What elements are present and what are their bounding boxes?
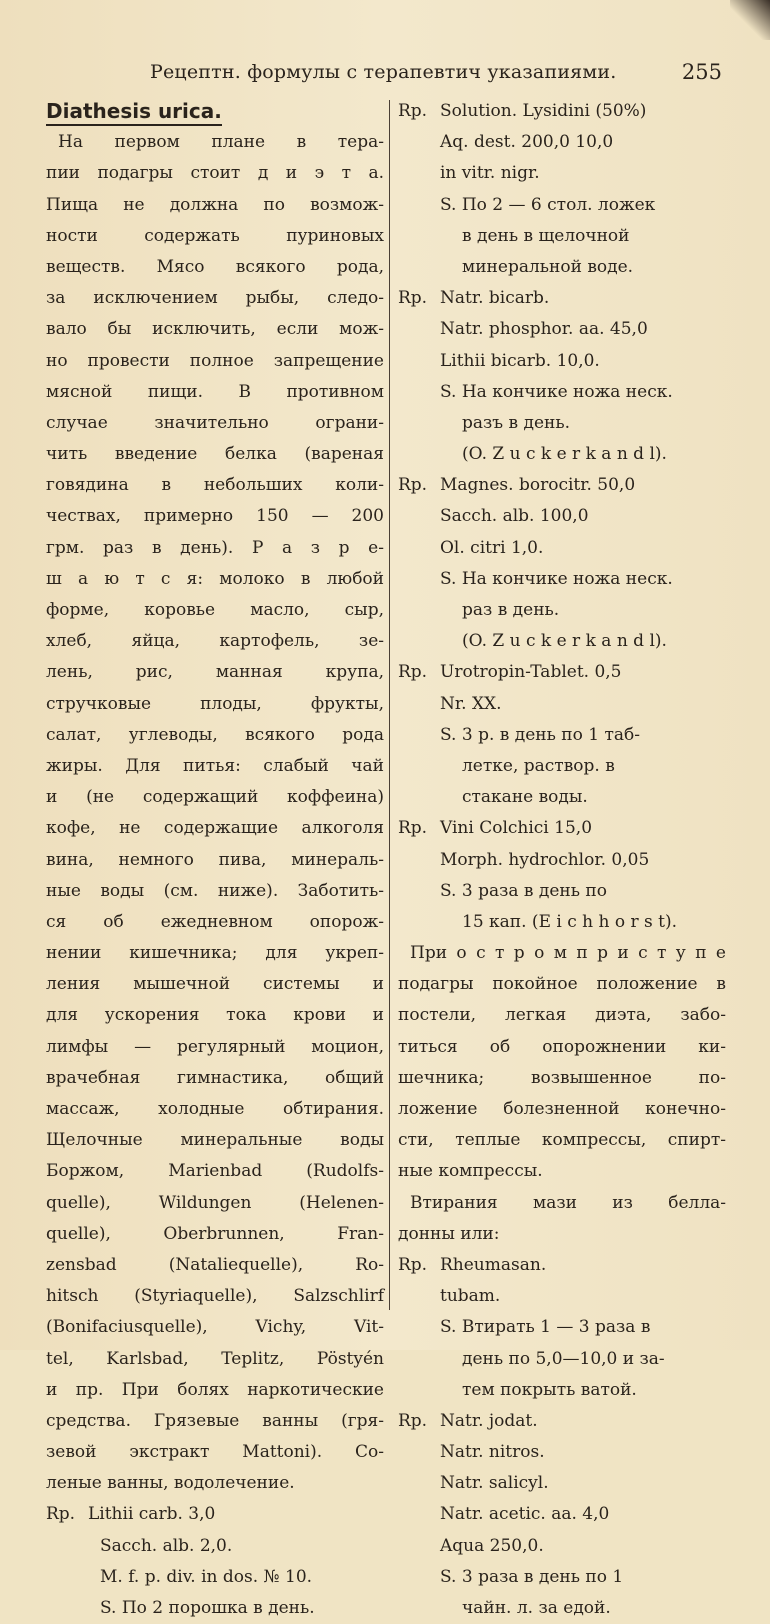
text-line: случае значительно ограни- xyxy=(46,412,384,433)
recipe-text: чайн. л. за едой. xyxy=(462,1598,611,1618)
recipe-line xyxy=(46,1531,384,1562)
recipe-line xyxy=(398,1344,726,1375)
text-line: лень, рис, манная крупа, xyxy=(46,662,384,683)
text-line: для ускорения тока крови и xyxy=(46,1005,384,1026)
text-line: лимфы — регулярный моцион, xyxy=(46,1036,384,1057)
section-heading-text: Diathesis urica. xyxy=(46,99,222,126)
recipe-text: Morph. hydrochlor. 0,05 xyxy=(440,849,650,870)
text-line: ности содержать пуриновых xyxy=(46,225,384,246)
recipe-line xyxy=(398,1593,726,1624)
text-line: tel, Karlsbad, Teplitz, Pöstyén xyxy=(46,1348,384,1369)
recipe-text: разъ в день. xyxy=(462,412,571,433)
recipe-line xyxy=(398,283,726,314)
recipe-line xyxy=(398,96,726,127)
recipe-line xyxy=(398,346,726,377)
recipe-text: S. 3 р. в день по 1 таб- xyxy=(440,724,640,745)
recipe-tag xyxy=(398,314,440,345)
recipe-tag xyxy=(398,190,440,221)
text-line: веществ. Мясо всякого рода, xyxy=(46,256,384,277)
recipe-tag xyxy=(398,1344,440,1375)
text-line: говядина в небольших коли- xyxy=(46,475,384,496)
recipe-tag xyxy=(398,1593,440,1624)
recipe-line xyxy=(398,1312,726,1343)
recipe-text: Sacch. alb. 2,0. xyxy=(100,1535,233,1556)
recipe-text: минеральной воде. xyxy=(462,256,634,277)
recipe-line xyxy=(398,813,726,844)
text-line: (Bonifaciusquelle), Vichy, Vit- xyxy=(46,1317,384,1338)
recipe-tag xyxy=(398,689,440,720)
recipe-line xyxy=(46,1562,384,1593)
recipe-text: Magnes. borocitr. 50,0 xyxy=(440,475,636,496)
recipe-tag xyxy=(46,1593,88,1624)
recipe-text: летке, раствор. в xyxy=(462,755,615,776)
text-line: Пища не должна по возмож- xyxy=(46,194,384,215)
recipe-line xyxy=(398,377,726,408)
text-line: ложение болезненной конечно- xyxy=(398,1099,726,1119)
recipe-tag: Rp. xyxy=(398,288,428,309)
recipe-tag: Rp. xyxy=(46,1504,76,1525)
recipe-tag xyxy=(398,626,440,657)
recipe-line xyxy=(398,1499,726,1530)
recipe-text: день по 5,0—10,0 и за- xyxy=(462,1348,665,1369)
recipe-text: 15 кап. (E i c h h o r s t). xyxy=(462,911,678,932)
recipe-text: тем покрыть ватой. xyxy=(462,1379,637,1400)
recipe-tag: Rp. xyxy=(398,818,428,839)
recipe-text: Lithii carb. 3,0 xyxy=(88,1504,216,1525)
text-line: за исключением рыбы, следо- xyxy=(46,288,384,309)
right-column xyxy=(398,96,726,1624)
recipe-line xyxy=(398,595,726,626)
text-line: шечника; возвышенное по- xyxy=(398,1067,726,1088)
text-line: Щелочные минеральные воды xyxy=(46,1130,384,1151)
recipe-line xyxy=(398,408,726,439)
recipe-line xyxy=(398,720,726,751)
text-line: средства. Грязевые ванны (гря- xyxy=(46,1410,384,1431)
recipe-tag xyxy=(398,907,440,938)
recipe-text: in vitr. nigr. xyxy=(440,163,540,184)
recipe-text: Sacch. alb. 100,0 xyxy=(440,506,589,527)
recipe-tag: Rp. xyxy=(398,1410,428,1431)
text-line: форме, коровье масло, сыр, xyxy=(46,600,384,620)
recipe-line xyxy=(398,626,726,657)
recipe-text: Natr. acetic. aa. 4,0 xyxy=(440,1504,610,1525)
text-line: врачебная гимнастика, общий xyxy=(46,1067,384,1088)
recipe-text: Ol. citri 1,0. xyxy=(440,537,544,558)
text-line: ные компрессы. xyxy=(398,1161,543,1182)
recipe-text: Natr. bicarb. xyxy=(440,288,550,309)
recipe-tag xyxy=(398,377,440,408)
recipe-tag xyxy=(398,252,440,283)
text-line: ления мышечной системы и xyxy=(46,974,384,995)
recipe-tag xyxy=(398,1468,440,1499)
text-line: массаж, холодные обтирания. xyxy=(46,1099,384,1119)
recipe-line xyxy=(398,1468,726,1499)
recipe-text: Solution. Lysidini (50%) xyxy=(440,101,647,121)
recipe-line xyxy=(398,252,726,283)
recipe-text: (O. Z u c k e r k a n d l). xyxy=(462,631,667,652)
recipe-text: Urotropin-Tablet. 0,5 xyxy=(440,662,622,683)
recipe-tag xyxy=(398,1531,440,1562)
recipe-line xyxy=(398,751,726,782)
recipe-text: Natr. phosphor. aa. 45,0 xyxy=(440,319,648,340)
recipe-tag xyxy=(398,564,440,595)
recipe-tag xyxy=(398,720,440,751)
recipe-line xyxy=(398,533,726,564)
recipe-tag xyxy=(398,876,440,907)
recipe-line xyxy=(46,1593,384,1624)
text-line: ш а ю т с я: молоко в любой xyxy=(46,568,384,589)
text-line: чествах, примерно 150 — 200 xyxy=(46,506,384,527)
recipe-text: Natr. jodat. xyxy=(440,1410,538,1431)
column-divider xyxy=(389,100,390,1310)
recipe-text: Aqua 250,0. xyxy=(440,1535,544,1556)
text-line: леные ванны, водолечение. xyxy=(46,1473,295,1494)
recipe-tag xyxy=(398,1281,440,1312)
recipe-tag xyxy=(398,408,440,439)
recipe-tag xyxy=(46,1531,88,1562)
recipe-tag xyxy=(398,1312,440,1343)
text-line: донны или: xyxy=(398,1223,500,1244)
text-line: вало бы исключить, если мож- xyxy=(46,319,384,340)
text-line: стручковые плоды, фрукты, xyxy=(46,693,384,714)
recipe-tag xyxy=(398,533,440,564)
recipe-line xyxy=(398,314,726,345)
recipe-tag xyxy=(398,1375,440,1406)
text-line: zensbad (Nataliequelle), Ro- xyxy=(46,1254,384,1275)
text-line: титься об опорожнении ки- xyxy=(398,1036,726,1057)
page-corner-shadow xyxy=(730,0,770,40)
text-line: Боржом, Marienbad (Rudolfs- xyxy=(46,1161,384,1182)
running-header xyxy=(150,56,730,88)
recipe-text: в день в щелочной xyxy=(462,225,630,246)
recipe-text: S. По 2 — 6 стол. ложек xyxy=(440,194,656,215)
text-line: постели, легкая диэта, забо- xyxy=(398,1005,726,1026)
text-line: Втирания мази из белла- xyxy=(410,1192,726,1213)
recipe-line xyxy=(398,1531,726,1562)
recipe-tag xyxy=(46,1562,88,1593)
recipe-text: tubam. xyxy=(440,1286,501,1307)
recipe-tag: Rp. xyxy=(398,475,428,496)
recipe-text: Natr. nitros. xyxy=(440,1442,545,1463)
recipe-line xyxy=(398,1281,726,1312)
text-line: и пр. При болях наркотические xyxy=(46,1379,384,1400)
text-line: чить введение белка (вареная xyxy=(46,444,384,465)
recipe-line xyxy=(398,845,726,876)
recipe-text: S. 3 раза в день по 1 xyxy=(440,1566,624,1587)
text-line: пии подагры стоит д и э т а. xyxy=(46,163,384,184)
recipe-text: Vini Colchici 15,0 xyxy=(440,818,593,839)
recipe-text: S. На кончике ножа неск. xyxy=(440,381,673,402)
recipe-tag xyxy=(398,439,440,470)
text-line: салат, углеводы, всякого рода xyxy=(46,724,384,745)
recipe-tag xyxy=(398,1499,440,1530)
recipe-line xyxy=(398,564,726,595)
recipe-tag xyxy=(398,595,440,626)
text-line: нении кишечника; для укреп- xyxy=(46,943,384,964)
text-line: но провести полное запрещение xyxy=(46,350,384,371)
recipe-tag: Rp. xyxy=(398,1254,428,1275)
text-line: quelle), Oberbrunnen, Fran- xyxy=(46,1223,384,1244)
recipe-line xyxy=(398,1437,726,1468)
recipe-tag: Rp. xyxy=(398,101,428,121)
section-heading xyxy=(46,96,384,127)
text-line: жиры. Для питья: слабый чай xyxy=(46,755,384,776)
text-line: и (не содержащий коффеина) xyxy=(46,787,384,808)
recipe-text: стакане воды. xyxy=(462,787,588,808)
left-column xyxy=(46,96,384,1624)
text-line: хлеб, яйца, картофель, зе- xyxy=(46,631,384,652)
recipe-text: S. Втирать 1 — 3 раза в xyxy=(440,1317,651,1338)
recipe-tag xyxy=(398,221,440,252)
recipe-tag xyxy=(398,1562,440,1593)
recipe-text: Natr. salicyl. xyxy=(440,1473,549,1494)
recipe-tag xyxy=(398,158,440,189)
recipe-text: S. На кончике ножа неск. xyxy=(440,568,673,589)
text-line: подагры покойное положение в xyxy=(398,974,726,995)
recipe-tag: Rp. xyxy=(398,662,428,683)
recipe-line xyxy=(398,1562,726,1593)
recipe-line xyxy=(398,1375,726,1406)
text-line: вина, немного пива, минераль- xyxy=(46,849,384,870)
recipe-line xyxy=(398,470,726,501)
recipe-text: M. f. p. div. in dos. № 10. xyxy=(100,1566,313,1587)
text-line: При о с т р о м п р и с т у п е xyxy=(410,943,726,964)
text-line: зевой экстракт Mattoni). Со- xyxy=(46,1442,384,1463)
text-line: кофе, не содержащие алкоголя xyxy=(46,818,384,839)
recipe-line xyxy=(398,439,726,470)
recipe-line xyxy=(398,221,726,252)
text-line: ся об ежедневном опорож- xyxy=(46,911,384,932)
recipe-line xyxy=(398,158,726,189)
recipe-line xyxy=(398,501,726,532)
text-line: мясной пищи. В противном xyxy=(46,381,384,402)
text-line: ные воды (см. ниже). Заботить- xyxy=(46,880,384,901)
recipe-text: Lithii bicarb. 10,0. xyxy=(440,350,600,371)
recipe-line xyxy=(398,907,726,938)
recipe-line xyxy=(398,190,726,221)
recipe-text: (O. Z u c k e r k a n d l). xyxy=(462,444,667,465)
recipe-tag xyxy=(398,845,440,876)
recipe-tag xyxy=(398,501,440,532)
recipe-line xyxy=(398,1250,726,1281)
text-line: грм. раз в день). Р а з р е- xyxy=(46,537,384,558)
recipe-line xyxy=(398,689,726,720)
recipe-text: раз в день. xyxy=(462,600,560,620)
recipe-text: S. По 2 порошка в день. xyxy=(100,1598,315,1618)
recipe-text: Nr. XX. xyxy=(440,693,502,714)
text-line: hitsch (Styriaquelle), Salzschlirf xyxy=(46,1286,384,1307)
recipe-line xyxy=(398,876,726,907)
recipe-tag xyxy=(398,346,440,377)
recipe-text: Aq. dest. 200,0 10,0 xyxy=(440,132,614,153)
text-line: На первом плане в тера- xyxy=(58,132,384,153)
recipe-line xyxy=(46,1499,384,1530)
running-title: Рецептн. формулы с терапевтич указапиями. xyxy=(150,61,617,83)
page-number: 255 xyxy=(681,60,722,84)
recipe-text: Rheumasan. xyxy=(440,1254,547,1275)
recipe-line xyxy=(398,127,726,158)
recipe-tag xyxy=(398,751,440,782)
text-line: сти, теплые компрессы, спирт- xyxy=(398,1130,726,1151)
text-line: quelle), Wildungen (Helenen- xyxy=(46,1192,384,1213)
recipe-line xyxy=(398,1406,726,1437)
recipe-tag xyxy=(398,1437,440,1468)
recipe-tag xyxy=(398,127,440,158)
recipe-line xyxy=(398,657,726,688)
recipe-tag xyxy=(398,782,440,813)
recipe-line xyxy=(398,782,726,813)
recipe-text: S. 3 раза в день по xyxy=(440,880,607,901)
